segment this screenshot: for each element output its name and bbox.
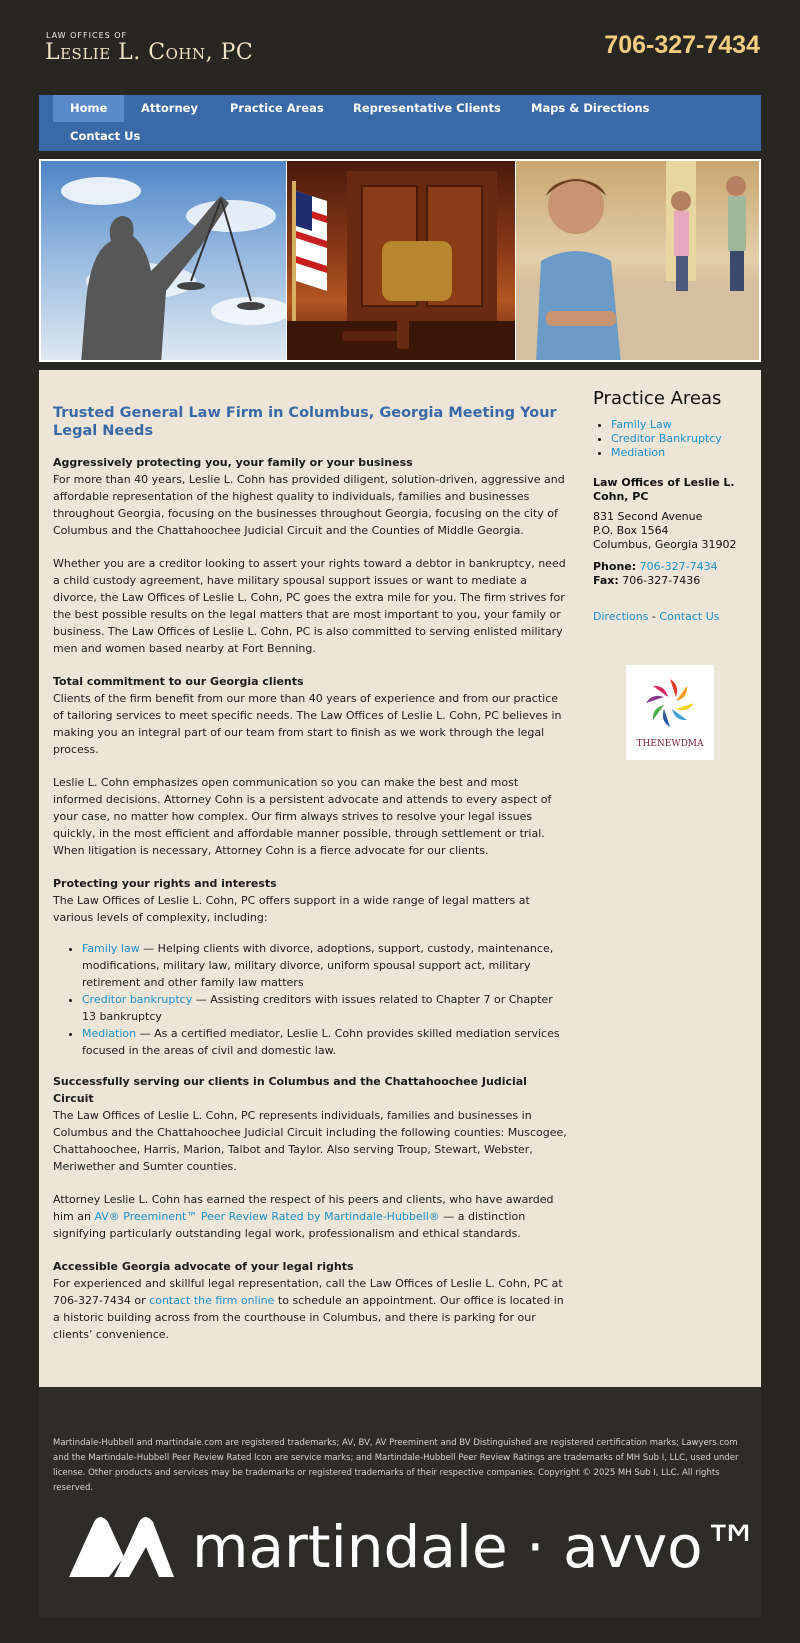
- martindale-avvo-logo[interactable]: [64, 1512, 761, 1582]
- creditor-bankruptcy-link[interactable]: Creditor bankruptcy: [82, 993, 193, 1006]
- nav-home[interactable]: Home: [53, 95, 124, 122]
- nav-attorney[interactable]: Attorney: [141, 101, 198, 115]
- section-heading: Total commitment to our Georgia clients: [53, 675, 304, 688]
- section-heading: Accessible Georgia advocate of your legal rights: [53, 1260, 354, 1273]
- nav-contact-us[interactable]: Contact Us: [70, 129, 141, 143]
- phone-line: Phone: 706-327-7434: [593, 560, 718, 573]
- list-item: • Mediation — As a certified mediator, Leslie L. Cohn provides skilled mediation services focused in the areas of civil and domestic law.: [82, 1025, 568, 1059]
- header-phone[interactable]: 706-327-7434: [604, 31, 760, 59]
- newdma-logo[interactable]: [626, 665, 714, 760]
- paragraph: The Law Offices of Leslie L. Cohn, PC represents individuals, families and businesses in Columbus and the Chattahoochee Judicial Circuit including the following counties: Muscogee, Chattahoochee, Harris, Marion, Talbot and Taylor. Also serving Troup, Stewart, Webster, Meriwether and Sumter counties.: [53, 1109, 567, 1173]
- paragraph: For more than 40 years, Leslie L. Cohn has provided diligent, solution-driven, aggressive and affordable representation of the highest quality to individuals, families and businesses throughout Georgia, focusing on the businesses throughout Georgia, focusing on the city of Columbus and the Chattahoochee Judicial Circuit and the Counties of Middle Georgia.: [53, 473, 565, 537]
- main-column: [53, 404, 568, 1359]
- section-heading: Successfully serving our clients in Columbus and the Chattahoochee Judicial Circuit: [53, 1075, 527, 1105]
- fax-line: Fax: 706-327-7436: [593, 574, 701, 587]
- footer-legal-text: Martindale-Hubbell and martindale.com are registered trademarks; AV, BV, AV Preeminent and BV Distinguished are registered certification marks; Lawyers.com and the Martindale-Hubbell Peer Review Rated Icon are service marks; and Martindale-Hubbell Peer Review Ratings are trademarks of MH Sub I, LLC, used under license. Other products and services may be trademarks or registered trademarks of their respective companies. Copyright © 2025 MH Sub I, LLC. All rights reserved.: [53, 1438, 739, 1493]
- site-header: [0, 0, 800, 95]
- section-heading: Aggressively protecting you, your family or your business: [53, 456, 413, 469]
- sidebar-phone-link[interactable]: 706-327-7434: [639, 560, 718, 573]
- dma-logo-text: THENEWDMA: [636, 739, 704, 749]
- paragraph: For experienced and skillful legal representation, call the Law Offices of Leslie L. Cohn, PC at 706-327-7434 or contact the firm online to schedule an appointment. Our office is located in a historic building across from the courthouse in Columbus, and there is parking for our clients’ convenience.: [53, 1277, 564, 1341]
- site-footer: [39, 1387, 761, 1617]
- content-area: [39, 370, 761, 1387]
- address-line: 831 Second Avenue: [593, 510, 703, 523]
- practice-areas-list: [611, 418, 748, 460]
- list-item: • Family law — Helping clients with divorce, adoptions, support, custody, maintenance, modifications, military law, military divorce, uniform spousal support act, military retirement and other family law matters: [82, 940, 568, 991]
- sidebar-item-creditor-bankruptcy: • Creditor Bankruptcy: [611, 432, 748, 446]
- services-list: [82, 940, 568, 1059]
- logo-small-line: LAW OFFICES OF: [46, 31, 128, 40]
- nav-representative-clients[interactable]: Representative Clients: [353, 101, 501, 115]
- paragraph: Attorney Leslie L. Cohn has earned the respect of his peers and clients, who have awarded him an AV® Preeminent™ Peer Review Rated by Martindale-Hubbell® — a distinction signifying particularly outstanding legal work, professionalism and ethical standards.: [53, 1193, 554, 1240]
- sidebar-item-family-law: • Family Law: [611, 418, 748, 432]
- directions-link[interactable]: Directions: [593, 610, 649, 623]
- sidebar-firm-name: Law Offices of Leslie L. Cohn, PC: [593, 476, 735, 503]
- sidebar-title: Practice Areas: [593, 388, 722, 409]
- courtroom-gavel-image: [287, 161, 516, 360]
- family-law-link[interactable]: Family law: [82, 942, 140, 955]
- sidebar-item-mediation: • Mediation: [611, 446, 748, 460]
- sidebar: [593, 388, 748, 749]
- child-parents-image: [516, 161, 759, 360]
- section-heading: Protecting your rights and interests: [53, 877, 277, 890]
- address-line: Columbus, Georgia 31902: [593, 538, 737, 551]
- firm-logo[interactable]: Leslie L. Cohn, PC: [45, 40, 254, 65]
- mediation-link[interactable]: Mediation: [82, 1027, 137, 1040]
- justice-statue-image: [41, 161, 287, 360]
- paragraph: Leslie L. Cohn emphasizes open communication so you can make the best and most informed decisions. Attorney Cohn is a persistent advocate and attends to every aspect of your case, no matter how complex. Our firm always strives to resolve your legal issues quickly, in the most efficient and affordable manner possible, through settlement or trial. When litigation is necessary, Attorney Cohn is a fierce advocate for our clients.: [53, 776, 552, 857]
- sidebar-links: Directions - Contact Us: [593, 610, 720, 623]
- av-preeminent-link[interactable]: AV® Preeminent™ Peer Review Rated by Martindale-Hubbell®: [94, 1210, 440, 1223]
- contact-us-link[interactable]: Contact Us: [659, 610, 720, 623]
- paragraph: Clients of the firm benefit from our more than 40 years of experience and from our practice of tailoring services to meet specific needs. The Law Offices of Leslie L. Cohn, PC believes in making you an integral part of our team from start to finish as we work through the legal process.: [53, 692, 562, 756]
- nav-maps-directions[interactable]: Maps & Directions: [531, 101, 650, 115]
- nav-practice-areas[interactable]: Practice Areas: [230, 101, 324, 115]
- martindale-avvo-wordmark: martindale · avvo™: [192, 1513, 761, 1581]
- paragraph: The Law Offices of Leslie L. Cohn, PC offers support in a wide range of legal matters at various levels of complexity, including:: [53, 894, 530, 924]
- list-item: • Creditor bankruptcy — Assisting creditors with issues related to Chapter 7 or Chapter 13 bankruptcy: [82, 991, 568, 1025]
- hero-banner: [39, 159, 761, 362]
- main-navigation: [39, 95, 761, 151]
- paragraph: Whether you are a creditor looking to assert your rights toward a debtor in bankruptcy, need a child custody agreement, have military spousal support issues or want to mediate a divorce, the Law Offices of Leslie L. Cohn, PC goes the extra mile for you. The firm strives for the best possible results on the legal matters that are most important to you, your family or business. The Law Offices of Leslie L. Cohn, PC is also committed to serving enlisted military men and women based nearby at Fort Benning.: [53, 557, 566, 655]
- contact-online-link[interactable]: contact the firm online: [149, 1294, 275, 1307]
- page-title: Trusted General Law Firm in Columbus, Georgia Meeting Your Legal Needs: [53, 405, 557, 439]
- address-line: P.O. Box 1564: [593, 524, 669, 537]
